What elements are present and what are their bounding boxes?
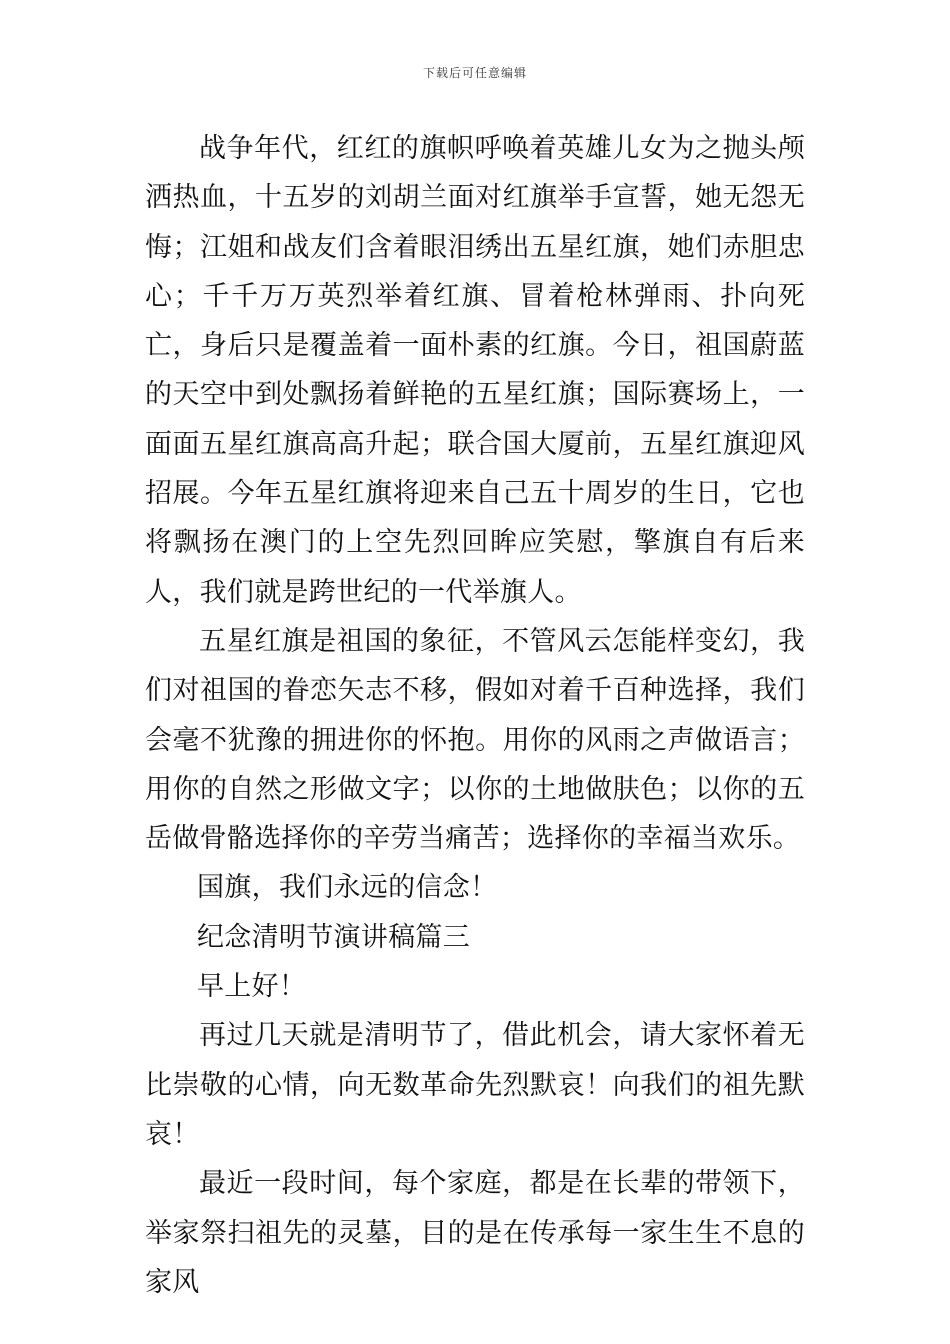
paragraph-family-tradition: 最近一段时间，每个家庭，都是在长辈的带领下，举家祭扫祖先的灵墓，目的是在传承每一家生生不息的家风 — [145, 1168, 805, 1298]
paragraph-qingming-intro: 再过几天就是清明节了，借此机会，请大家怀着无比崇敬的心情，向无数革命先烈默哀！向我们的祖先默哀！ — [145, 1020, 805, 1150]
section-title: 纪念清明节演讲稿篇三 — [197, 921, 470, 953]
paragraph-flag-history: 战争年代，红红的旗帜呼唤着英雄儿女为之抛头颅洒热血，十五岁的刘胡兰面对红旗举手宣誓，她无怨无悔；江姐和战友们含着眼泪绣出五星红旗，她们赤胆忠心；千千万万英烈举着红旗、冒着枪林弹雨、扑向死亡，身后只是覆盖着一面朴素的红旗。今日，祖国蔚蓝的天空中到处飘扬着鲜艳的五星红旗；国际赛场上，一面面五星红旗高高升起；联合国大厦前，五星红旗迎风招展。今年五星红旗将迎来自己五十周岁的生日，它也将飘扬在澳门的上空先烈回眸应笑慰，擎旗自有后来人，我们就是跨世纪的一代举旗人。 — [145, 133, 805, 608]
page-header: 下载后可任意编辑 — [422, 66, 527, 80]
paragraph-flag-belief: 国旗，我们永远的信念！ — [197, 872, 498, 904]
paragraph-flag-symbol: 五星红旗是祖国的象征，不管风云怎能样变幻，我们对祖国的眷恋矢志不移，假如对着千百种选择，我们会毫不犹豫的拥进你的怀抱。用你的风雨之声做语言；用你的自然之形做文字；以你的土地做肤色；以你的五岳做骨骼选择你的辛劳当痛苦；选择你的幸福当欢乐。 — [145, 625, 805, 855]
document-body — [145, 124, 805, 1307]
greeting: 早上好！ — [197, 971, 307, 1003]
